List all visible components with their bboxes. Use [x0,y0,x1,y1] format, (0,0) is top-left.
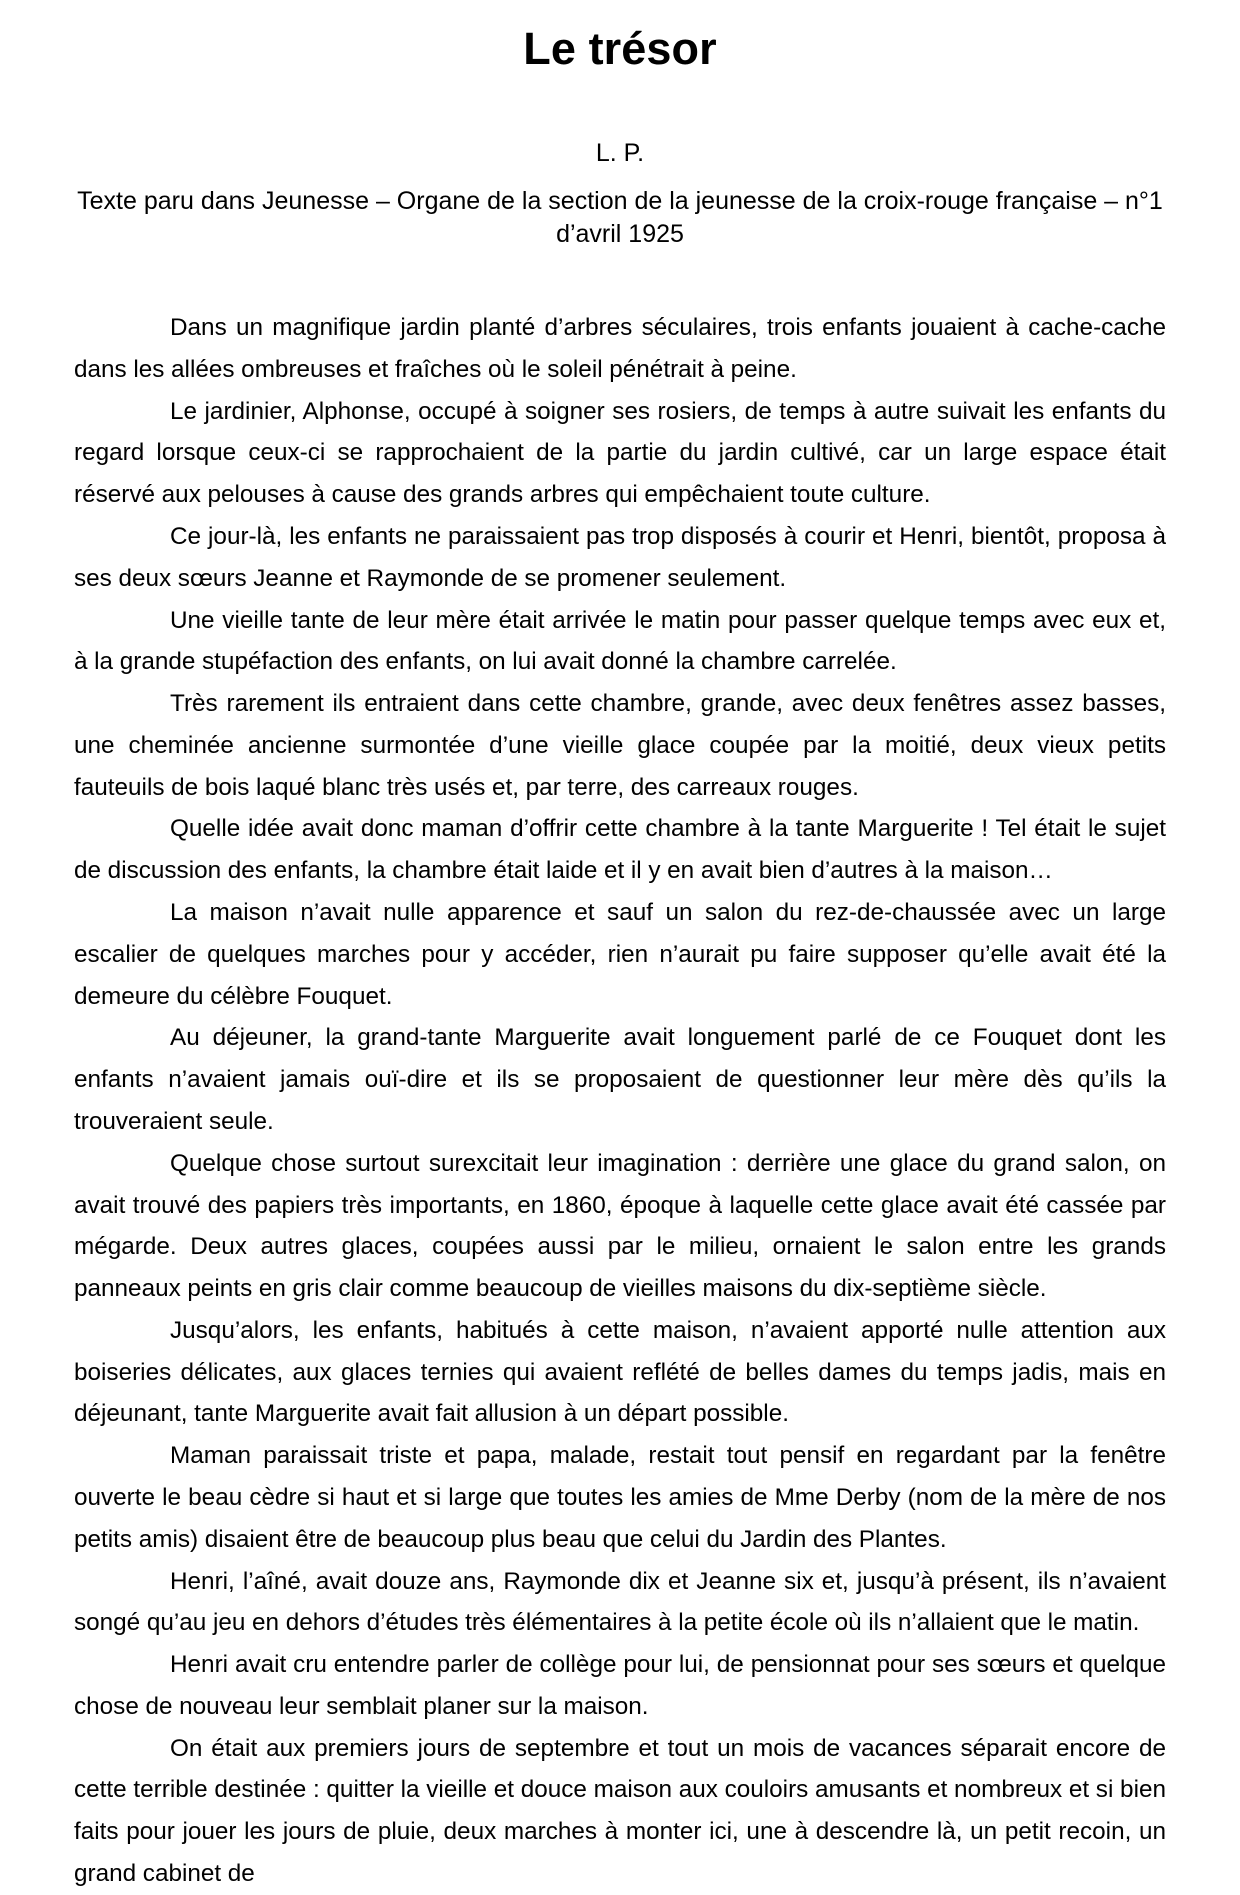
paragraph: Le jardinier, Alphonse, occupé à soigner ses rosiers, de temps à autre suivait les enfants du regard lorsque ceux-ci se rapprochaient de la partie du jardin cultivé, car un large espace était réservé aux pelouses à cause des grands arbres qui empêchaient toute culture. [74,397,1166,509]
paragraph: On était aux premiers jours de septembre et tout un mois de vacances séparait encore de cette terrible destinée : quitter la vieille et douce maison aux couloirs amusants et nombreux et si bien faits pour jouer les jours de pluie, deux marches à monter ici, une à descendre là, un petit recoin, un grand cabinet de [74,1734,1166,1887]
paragraph: Quelque chose surtout surexcitait leur imagination : derrière une glace du grand salon, on avait trouvé des papiers très importants, en 1860, époque à laquelle cette glace avait été cassée par mégarde. Deux autres glaces, coupées aussi par le milieu, ornaient le salon entre les grands panneaux peints en gris clair comme beaucoup de vieilles maisons du dix-septième siècle. [74,1149,1166,1303]
paragraph: La maison n’avait nulle apparence et sauf un salon du rez-de-chaussée avec un large escalier de quelques marches pour y accéder, rien n’aurait pu faire supposer qu’elle avait été la demeure du célèbre Fouquet. [74,899,1166,1010]
paragraph: Ce jour-là, les enfants ne paraissaient pas trop disposés à courir et Henri, bientôt, proposa à ses deux sœurs Jeanne et Raymonde de se promener seulement. [74,523,1166,592]
publication-note: Texte paru dans Jeunesse – Organe de la section de la jeunesse de la croix-rouge française – n°1 d’avril 1925 [77,187,1163,249]
body-text [74,251,1166,1895]
paragraph: Maman paraissait triste et papa, malade, restait tout pensif en regardant par la fenêtre ouverte le beau cèdre si haut et si large que toutes les amies de Mme Derby (nom de la mère de nos petits amis) disaient être de beaucoup plus beau que celui du Jardin des Plantes. [74,1442,1166,1553]
paragraph: Henri avait cru entendre parler de collège pour lui, de pensionnat pour ses sœurs et quelque chose de nouveau leur semblait planer sur la maison. [74,1651,1166,1720]
page-title: Le trésor [523,23,717,74]
paragraph: Quelle idée avait donc maman d’offrir cette chambre à la tante Marguerite ! Tel était le sujet de discussion des enfants, la chambre était laide et il y en avait bien d’autres à la maison… [74,815,1166,885]
paragraph: Dans un magnifique jardin planté d’arbres séculaires, trois enfants jouaient à cache-cache dans les allées ombreuses et fraîches où le soleil pénétrait à peine. [74,314,1166,383]
paragraph: Au déjeuner, la grand-tante Marguerite avait longuement parlé de ce Fouquet dont les enfants n’avaient jamais ouï-dire et ils se proposaient de questionner leur mère dès qu’ils la trouveraient seule. [74,1024,1166,1135]
paragraph: Jusqu’alors, les enfants, habitués à cette maison, n’avaient apporté nulle attention aux boiseries délicates, aux glaces ternies qui avaient reflété de belles dames du temps jadis, mais en déjeunant, tante Marguerite avait fait allusion à un départ possible. [74,1316,1166,1428]
paragraph: Henri, l’aîné, avait douze ans, Raymonde dix et Jeanne six et, jusqu’à présent, ils n’avaient songé qu’au jeu en dehors d’études très élémentaires à la petite école où ils n’allaient que le matin. [74,1567,1166,1637]
author-byline: L. P. [595,139,645,168]
paragraph: Très rarement ils entraient dans cette chambre, grande, avec deux fenêtres assez basses, une cheminée ancienne surmontée d’une vieille glace coupée par la moitié, deux vieux petits fauteuils de bois laqué blanc très usés et, par terre, des carreaux rouges. [74,690,1166,801]
paragraph: Une vieille tante de leur mère était arrivée le matin pour passer quelque temps avec eux et, à la grande stupéfaction des enfants, on lui avait donné la chambre carrelée. [74,606,1166,676]
